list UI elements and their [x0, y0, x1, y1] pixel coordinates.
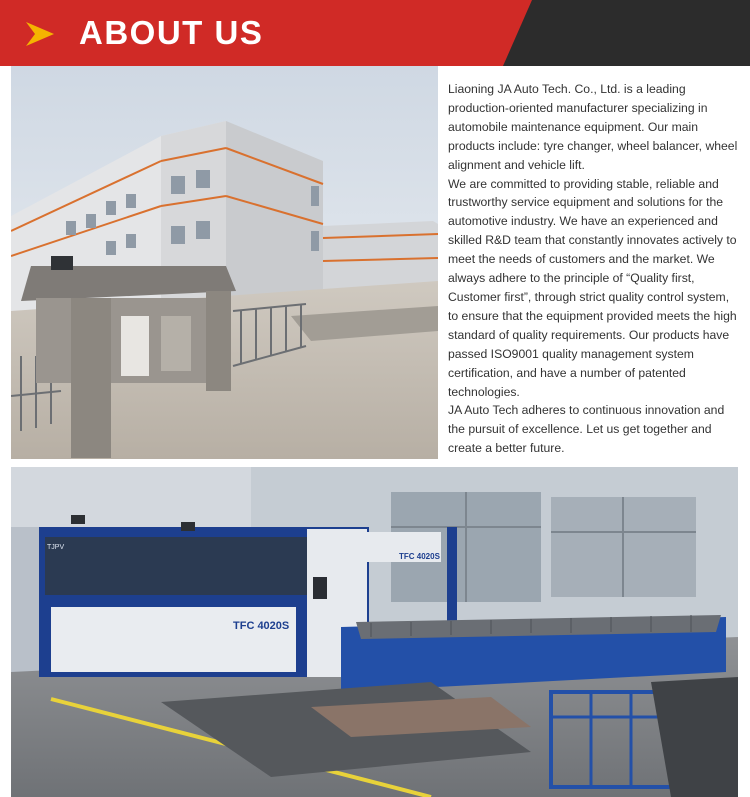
machine-model-side: TFC 4020S [399, 552, 440, 561]
company-intro-text [448, 80, 740, 458]
intro-paragraph: JA Auto Tech adheres to continuous innovation and the pursuit of excellence. Let us get together and create a better future. [448, 403, 725, 456]
intro-paragraph: We are committed to providing stable, reliable and trustworthy service equipment and solutions for the automotive industry. We have an experienced and skilled R&D team that constantly innovates actively to meet the needs of customers and the market. We always adhere to the principle of “Quality first, Customer first”, through strict quality control system, to ensure that the equipment provided meets the high standard of quality requirements. Our products have passed ISO9001 quality management system certification, and have a number of patented technologies. [448, 176, 737, 399]
laser-cutting-machine-photo [11, 467, 738, 797]
intro-paragraph: Liaoning JA Auto Tech. Co., Ltd. is a leading production-oriented manufacturer specializing in automobile maintenance equipment. Our main products include: tyre changer, wheel balancer, wheel alignment and vehicle lift. [448, 82, 738, 172]
section-title: ABOUT US [79, 14, 264, 51]
chevron-right-icon [26, 22, 54, 46]
machine-brand-label: TJPV [47, 544, 65, 551]
factory-building-photo [11, 66, 438, 459]
section-header-banner [0, 0, 750, 66]
machine-model-front: TFC 4020S [233, 620, 290, 632]
